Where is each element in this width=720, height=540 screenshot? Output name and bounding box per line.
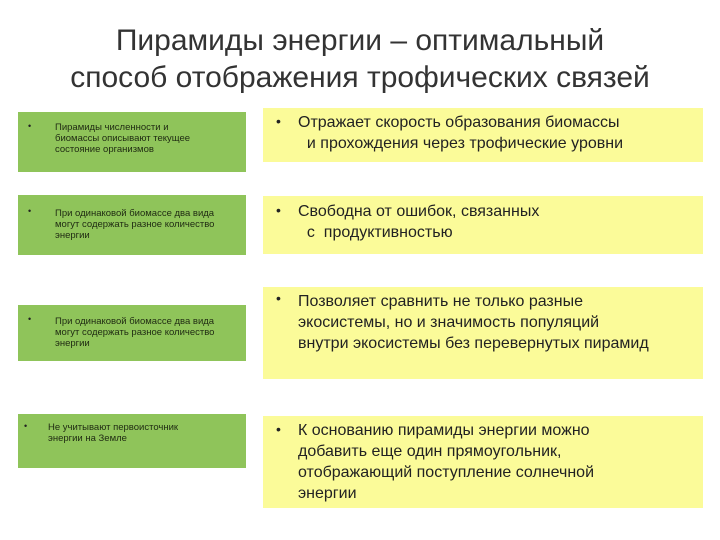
text-line: Отражает скорость образования биомассы: [298, 114, 620, 131]
text-line: с продуктивностью: [298, 224, 453, 241]
bullet: •: [276, 421, 281, 437]
text-line: могут содержать разное количество: [55, 219, 215, 230]
text-line: При одинаковой биомассе два вида: [55, 208, 215, 219]
left-box-4: [18, 414, 246, 468]
text-line: биомассы описывают текущее: [55, 133, 191, 144]
text-line: Не учитывают первоисточник: [48, 422, 179, 433]
text-line: и прохождения через трофические уровни: [298, 135, 624, 152]
slide-title: [20, 22, 700, 96]
right-box-2: [263, 196, 703, 254]
text-line: энергии: [298, 485, 357, 502]
text-line: энергии на Земле: [48, 433, 127, 444]
right-box-4: [263, 416, 703, 508]
right-box-1-text: [298, 112, 623, 154]
bullet: •: [28, 206, 32, 216]
right-box-2-text: [298, 201, 539, 243]
text-line: При одинаковой биомассе два вида: [55, 316, 215, 327]
left-box-3: [18, 305, 246, 361]
left-box-3-text: [55, 316, 214, 349]
text-line: энергии: [55, 338, 90, 349]
left-box-1: [18, 112, 246, 172]
bullet: •: [276, 202, 281, 218]
text-line: Пирамиды численности и: [55, 122, 169, 133]
bullet: •: [276, 290, 281, 306]
text-line: добавить еще один прямоугольник,: [298, 443, 562, 460]
title-line-1: Пирамиды энергии – оптимальный: [115, 24, 605, 57]
text-line: энергии: [55, 230, 90, 241]
left-box-2: [18, 195, 246, 255]
left-box-2-text: [55, 208, 214, 241]
text-line: Позволяет сравнить не только разные: [298, 293, 583, 310]
left-box-1-text: [55, 122, 190, 155]
right-box-3: [263, 287, 703, 379]
right-box-1: [263, 108, 703, 162]
text-line: могут содержать разное количество: [55, 327, 215, 338]
bullet: •: [276, 113, 281, 129]
text-line: экосистемы, но и значимость популяций: [298, 314, 600, 331]
bullet: •: [24, 421, 28, 431]
right-box-4-text: [298, 420, 594, 504]
left-box-4-text: [48, 422, 178, 444]
text-line: внутри экосистемы без перевернутых пирамид: [298, 335, 649, 352]
text-line: К основанию пирамиды энергии можно: [298, 422, 590, 439]
bullet: •: [28, 314, 32, 324]
text-line: состояние организмов: [55, 144, 154, 155]
text-line: Свободна от ошибок, связанных: [298, 203, 540, 220]
text-line: отображающий поступление солнечной: [298, 464, 594, 481]
title-line-2: способ отображения трофических связей: [70, 61, 650, 94]
right-box-3-text: [298, 291, 649, 354]
bullet: •: [28, 121, 32, 131]
